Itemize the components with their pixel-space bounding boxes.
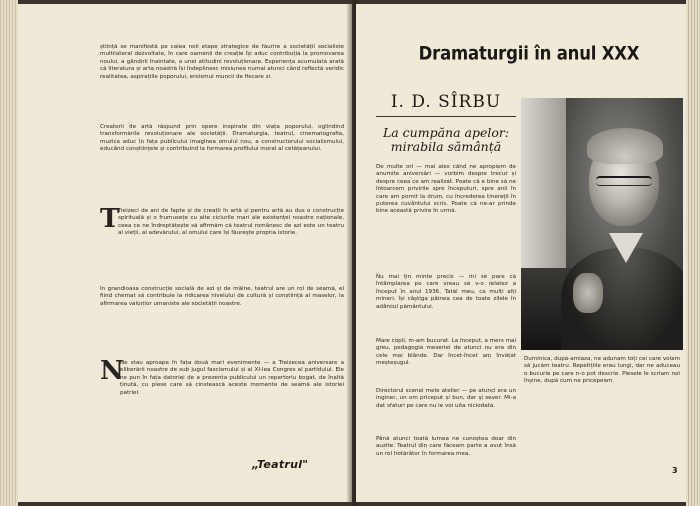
right-paragraph-5: Până atunci toată lumea ne cunoștea doar din auzite. Teatrul din care făceam parte a avut însă un rol hotărâtor în formarea mea.	[376, 436, 516, 457]
left-page-stack-edge	[0, 0, 18, 506]
right-page-stack-edge	[686, 0, 700, 506]
right-paragraph-1: De multe ori — mai ales când ne apropiem de anumite aniversări — vorbim despre trecut și despre ceea ce am realizat. Poate că e bine să ne întoarcem privirile spre începuturi, spre anii în care am pornit la drum, cu încrederea tinereții în puterea cuvântului scris. Poate că ne-ar prinde bine această privire în urmă.	[376, 164, 516, 215]
left-page	[18, 4, 352, 502]
left-paragraph-2: Creatorii de artă răspund prin opere inspirate din viața poporului, oglindind transformările revoluționare ale societății. Dramaturgia, teatrul, cinematografia, muzica aduc în fața publicului imaginea omului nou, a constructorului socialismului, educând conștiințele și contribuind la formarea profilului moral al cetățeanului.	[100, 124, 344, 153]
dropcap-n: N	[100, 356, 124, 386]
right-page	[356, 4, 686, 502]
left-paragraph-3: Treizeci de ani de fapte și de creații în artă și pentru artă au dus o construcție spirituală și o frumusețe cu alte ciclurile mari ale existenței noastre naționale, ceea ce ne îndreptățește să afirmăm că teatrul românesc de azi este un teatru al vieții, al adevărului, al omului care își făurește propria istorie.	[118, 208, 344, 237]
left-paragraph-5: Ne stau aproape în fața două mari evenimente — a Treizecea aniversare a eliberării noastre de sub jugul fascismului și al XI-lea Congres al partidului. Ele ne pun în fața datoriei de a prezenta publicului un repertoriu bogat, de înaltă ținută, cu piese care să cinstească aceste momente de seamă ale istoriei patriei.	[120, 360, 344, 396]
article-subtitle: La cumpăna apelor: mirabila sămânță	[382, 125, 510, 154]
right-paragraph-6: Duminica, după-amiaza, ne adunam toți cei care voiam să jucăm teatru. Repetițiile erau lungi, dar ne aduceau o bucurie pe care n-o pot descrie. Piesele le scriam noi înșine, după cum ne pricepeam.	[524, 356, 680, 385]
right-paragraph-3: Mare copil, m-am bucurat. La început, a mers mai greu, pedagogia meseriei de atunci nu era din cele mai blânde. Dar încet-încet am învățat meșteșugul.	[376, 338, 516, 367]
author-rule	[376, 116, 516, 117]
right-paragraph-2: Nu mai țin minte precis — mi se pare că întâmplarea pe care vreau să v-o relatez a început în anul 1936. Tatăl meu, ca mulți alți mineri, își câștiga pâinea cea de toate zilele în adâncul pământului.	[376, 274, 516, 310]
article-title: Dramaturgii în anul XXX	[418, 42, 640, 65]
section-label-teatrul: „Teatrul"	[252, 458, 309, 471]
dropcap-t: T	[100, 204, 120, 234]
author-name: I. D. SÎRBU	[390, 92, 502, 112]
page-number: 3	[672, 466, 678, 475]
author-portrait-photo	[521, 98, 683, 350]
left-paragraph-4: În grandioasa construcție socială de azi și de mâine, teatrul are un rol de seamă, el fiind chemat să contribuie la ridicarea nivelului de cultură și conștiință al maselor, la afirmarea valorilor umaniste ale societății noastre.	[100, 286, 344, 307]
right-paragraph-4: Directorul scenei mele atelier — pe atunci era un inginer, un om priceput și bun, dar și sever. Mi-a dat sfaturi pe care nu le voi uita niciodată.	[376, 388, 516, 409]
left-paragraph-1: științǎ se manifestă pe calea noii etape strategice de făurire a societății socialiste multilateral dezvoltate, în care oamenii de creație își aduc contribuția la promovarea noului, a gândirii înaintate, a unei atitudini revoluționare. Experiența acumulată arată că literatura și arta noastră își îndeplinesc misiunea numai atunci când reflectă veridic realitatea, aspirațiile poporului, eroismul muncii de fiecare zi.	[100, 44, 344, 80]
